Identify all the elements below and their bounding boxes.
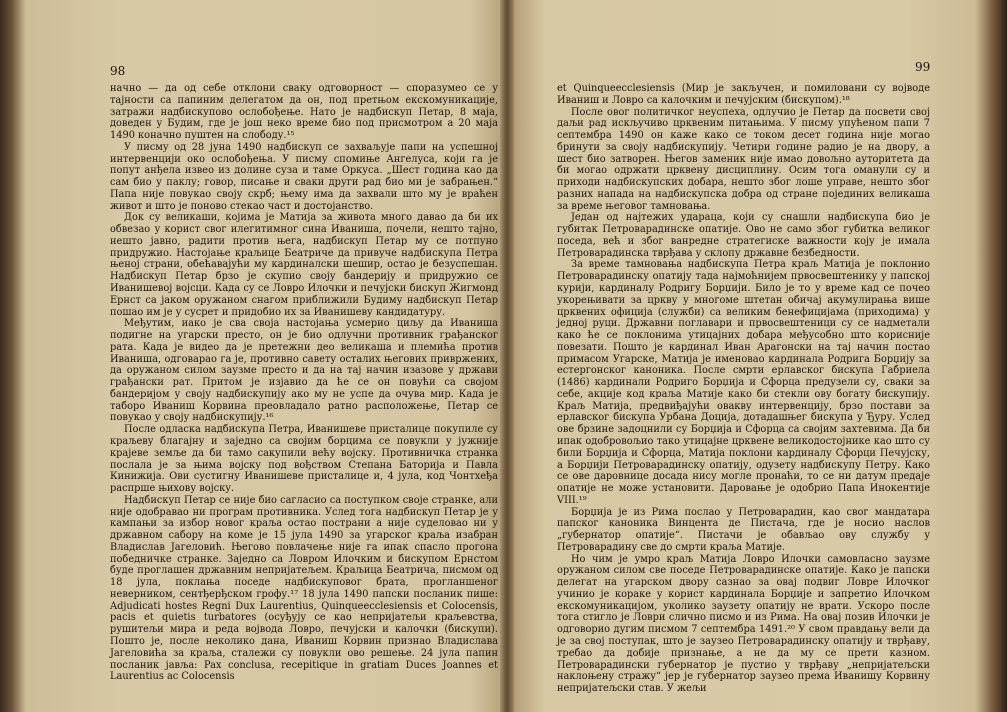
page-number-left: 98 — [110, 64, 126, 78]
paragraph: Међутим, иако је сва своја настојања усмерио циљу да Иваниша подигне на угарски престо, он је био одлучни противник грађанског рата. Када је видео да је претежни део великаша и племића против Иваниша, одговарао га је, противно савету осталих његових привржених, да оружаном силом заузме престо и да на тај начин изазове у држави грађански рат. Притом је изјавио да ће се он повући са својом бандеријом у своју надбискупију ако му не успе да очува мир. Када је таборо Иваниш Корвина преовладало ратно расположење, Петар се повукао у своју надбискупију.¹⁶ — [110, 318, 498, 424]
paragraph: et Quinqueecclesiensis (Мир је закључен, и помиловани су војводе Иваниш и Ловро са калочким и печујским (бискупом).¹⁸ — [557, 83, 930, 106]
paragraph: Један од најтежих удараца, који су снашли надбискупа био је губитак Петроварадинске опатије. Ово не само због губитка великог поседа, већ и због ванредне стратегиске важности коју је имала Петроварадинска тврђава у склопу државне безбедности. — [557, 212, 930, 259]
paragraph: Док су великаши, којима је Матија за живота много давао да би их обвезао у корист свог илегитимног сина Иваниша, почели, нешто тајно, нешто јавно, радити против њега, надбискуп Петар му се потпуно придружио. Настојање краљице Беатриче да привуче надбискупа Петра њеној страни, обећавајући му кардиналски шешир, остао је безуспешан. Надбискуп Петар брзо је скупио своју бандерију и придружио се Иванишевој војсци. Када су се Ловро Илочки и печујски бискуп Жигмонд Ернст са јаком оружаном снагом приближили Будиму надбискуп Петар пошао им је у сусрет и придобио их за Иванишеву кандидатуру. — [110, 212, 498, 318]
paragraph: начно — да од себе отклони сваку одговорност — споразумео се у тајности са папиним делегатом да он, под претњом екскомуникације, затражи надбискупово ослобођење. Нато је надбискуп Петар, 8 маја, доведен у Будим, где је још неко време био под присмотром а 20 маја 1490 коначно пуштен на слободу.¹⁵ — [110, 83, 498, 142]
book-gutter — [500, 0, 514, 712]
paragraph: После овог политичког неуспеха, одлучио је Петар да посвети свој даљи рад искључиво црквеним питањима. У писму упућеном папи 7 септембра 1490 он каже како се током десет година није могао бринути за своју надбискупију. Четири године радио је на двору, а шест био затворен. Његов заменик није имао довољно ауторитета да би могао одржати црквену дисциплину. Осим тога оманули су и приходи надбискупских добара, нешто због лоше управе, нешто због разних напада на надбискупска добра од стране појединих великаша за време његовог тамновања. — [557, 106, 930, 212]
paragraph: За време тамновања надбискупа Петра краљ Матија је поклонио Петроварадинску опатију тада најмоћнијем првосвештенику у папској курији, кардиналу Родригу Борџији. Било је то у време кад се почео укорењивати за цркву у многоме штетан обичај акумулирања више црквених официја (служби) са великим бенефицијама (приходима) у једној руци. Државни поглавари и првосвештеници су се надметали како ће се поклонима утицајних добара међусобно што корисније повезати. Пошто је кардинал Иван Арагонски на тај начин постао примасом Угарске, Матија је именовао кардинала Родрига Борџију за естергонског каноника. После смрти ерлавског бискупа Габриела (1486) кардинали Родриго Борџија и Сфорца предузели су, сваки за себе, акције код краља Матије како би стекли ову богату бискупију. Краљ Матија, предвиђајући овакву интервенцију, брзо постави за ерлавског бискупа Урбана Доцијa, дотадашњег бискупа у Ђуру. Услед ове брзине задоцнили су Борџија и Сфорца са својим захтевима. Да би ипак одобровољио тако утицајне црквене великодостојнике као што су били Борџија и Сфорца, Матија поклони кардиналу Сфорци Печујску, а Борџији Петроварадинску опатију, одузету надбискупу Петру. Како се ове даровнице досада нису могле пронаћи, то се ни датум предаје опатије не може установити. Даровање је одобрио Папа Инокентије VIII.¹⁹ — [557, 259, 930, 506]
paragraph: Надбискуп Петар се није био сагласио са поступком своје странке, али није одобравао ни програм противника. Услед тога надбискуп Петар је у кампањи за избор новог краља остао пострани а није суделовао ни у државном сабору на коме је 15 јула 1490 за угарског краља изабран Владислав Јагеловић. Његово повлачење није га ипак спасло прогона победничке странке. Заједно са Ловром Илочким и бискупом Ернстом буде проглашен државним непријатељем. Краљица Беатрича, писмом од 18 јула, поклања поседе надбискуповог брата, прогланшеног неверником, сентђерђском грофу.¹⁷ 18 јула 1490 папски посланик пише: Adjudicati hostes Regni Dux Laurentius, Quinqueecclesiensis et Colocensis, pacis et quietis turbatores (осуђују се као непријатељи краљевства, рушитељи мира и реда војвода Ловро, печујски и калочки (бискупи). Пошто је, после неколико дана, Иваниш Корвин признао Владислава Јагеловића за краља, сталежи су повукли ово решење. 24 јула папин посланик јавља: Pax conclusa, recepitique in gratiam Duces Joannes et Laurentius ac Colocensis — [110, 494, 498, 683]
paragraph: Но чим је умро краљ Матија Ловро Илочки самовласно заузме оружаном силом све поседе Петроварадинске опатије. Како је папски делегат на угарском двору сазнао за овај подвиг Ловре Илочког учинио је кораке у корист кардинала Борџије и запретио Илочком екскомуникацијом, уколико заузету опатију не врати. Ускоро после тога стигло је Ловри слично писмо и из Рима. На овај позив Илочки је одговорио дугим писмом 7 септембра 1491.²⁰ У свом правдању вели да је за свој поступак, што је заузео Петроварадинску опатију и тврђаву, требао да добије признање, а не да му се прети казном. Петроварадински губернатор је пустио у тврђаву „непријатељски наклоњену стражу“ јер је губернатор заузео према Иванишу Корвину непријатељски став. У жељи — [557, 553, 930, 695]
paragraph: После одласка надбискупа Петра, Иванишеве присталице покупиле су краљеву благајну и заједно са својим борцима се повукли у јужније крајеве земље да би тамо сакупили већу војску. Противничка странка послала је за њима војску под вођством Степана Баторија и Павла Кинижија. Ови сустигну Иванишеве присталице и, 4 јула, код Чонтхеђа распрше њихову војску. — [110, 424, 498, 495]
paragraph: Борџија је из Рима послао у Петроварадин, као свог мандатара папског каноника Винцента де Пистача, где је носио наслов „губернатор опатије“. Пистачи је обављао ову службу у Петроварадину све до смрти краља Матије. — [557, 506, 930, 553]
left-page-body — [110, 83, 498, 683]
right-page-body — [557, 83, 930, 695]
paragraph: У писму од 28 јуна 1490 надбискуп се захваљује папи на успешној интервенцији око ослобођења. У писму спомиње Ангелуса, који га је попут анђела извео из долине суза и таме Оркуса. „Шест година као да сам био у паклу; говор, писање и сваки други рад био ми је забрањен.“ Папа није повукао своју скрб; њему има да захвали што му је враћен живот и што је поново стекао част и достојанство. — [110, 141, 498, 212]
page-number-right: 99 — [915, 60, 931, 74]
